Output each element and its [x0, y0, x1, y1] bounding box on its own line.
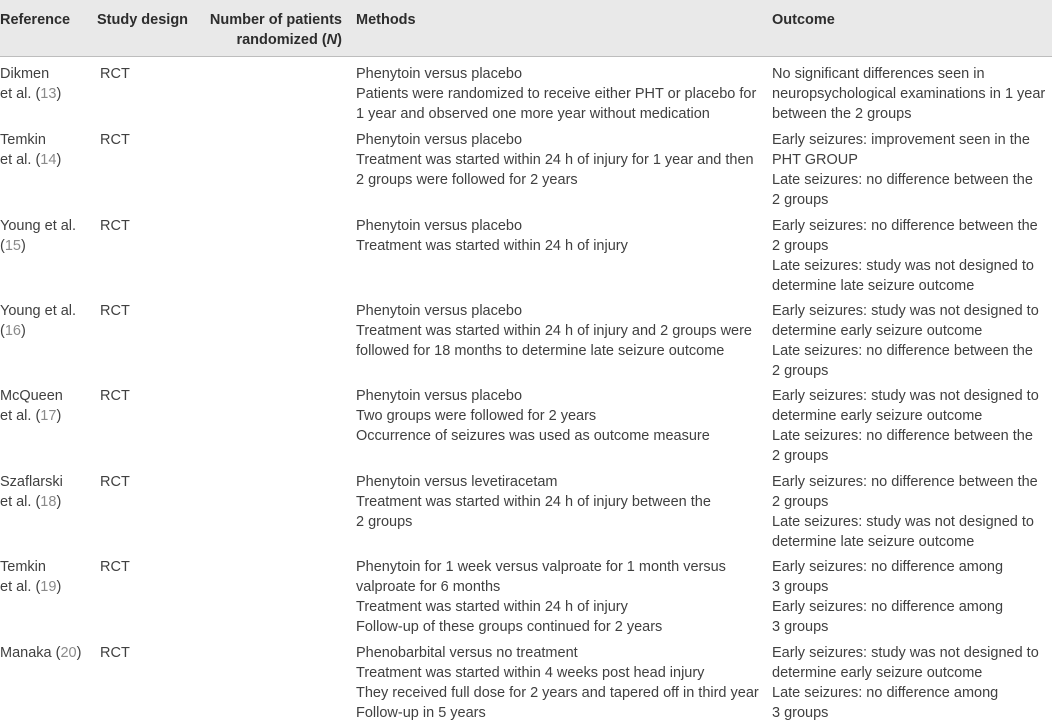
reference-close: )	[20, 323, 26, 339]
reference-etal: (	[0, 238, 5, 254]
outcome-line: 3 groups	[772, 619, 829, 635]
methods-cell	[356, 64, 756, 124]
reference-line	[0, 236, 76, 256]
citation-link[interactable]: 19	[40, 579, 57, 595]
outcome-cell	[772, 130, 1033, 210]
reference-etal: et al. (	[0, 152, 41, 168]
outcome-line: determine late seizure outcome	[772, 278, 975, 294]
methods-line: Phenytoin versus placebo	[356, 303, 523, 319]
reference-line	[0, 301, 76, 321]
methods-line: 2 groups	[356, 514, 413, 530]
outcome-line: 3 groups	[772, 705, 829, 721]
study-design-cell: RCT	[100, 66, 130, 82]
reference-close: )	[76, 645, 82, 661]
reference-cell	[0, 216, 76, 256]
outcome-line: Late seizures: study was not designed to	[772, 258, 1034, 274]
methods-line: Treatment was started within 24 h of injury	[356, 599, 628, 615]
reference-author: Manaka (	[0, 645, 61, 661]
outcome-line: No significant differences seen in	[772, 66, 985, 82]
methods-line: Phenytoin versus placebo	[356, 132, 523, 148]
methods-cell	[356, 130, 754, 190]
methods-line: Two groups were followed for 2 years	[356, 408, 597, 424]
reference-line	[0, 557, 61, 577]
reference-line	[0, 150, 61, 170]
reference-cell	[0, 130, 61, 170]
methods-cell	[356, 643, 759, 723]
outcome-line: Early seizures: no difference among	[772, 599, 1004, 615]
methods-line: Treatment was started within 24 h of injury and 2 groups were	[356, 323, 752, 339]
reference-close: )	[56, 86, 62, 102]
study-design-cell: RCT	[100, 303, 130, 319]
citation-link[interactable]: 13	[40, 86, 57, 102]
outcome-cell	[772, 643, 1039, 723]
methods-line: Phenytoin for 1 week versus valproate for 1 month versus	[356, 559, 726, 575]
reference-cell	[0, 301, 76, 341]
reference-close: )	[20, 238, 26, 254]
methods-line: 1 year and observed one more year without medication	[356, 106, 710, 122]
header-methods: Methods	[356, 12, 416, 28]
citation-link[interactable]: 15	[4, 238, 21, 254]
methods-line: 2 groups were followed for 2 years	[356, 172, 578, 188]
methods-line: Phenytoin versus placebo	[356, 66, 523, 82]
reference-etal: et al. (	[0, 579, 41, 595]
table-header	[0, 0, 1052, 57]
reference-author: Dikmen	[0, 66, 50, 82]
study-design-cell: RCT	[100, 474, 130, 490]
methods-line: Treatment was started within 24 h of injury for 1 year and then	[356, 152, 754, 168]
outcome-line: Late seizures: no difference between the	[772, 343, 1033, 359]
outcome-cell	[772, 216, 1038, 296]
reference-close: )	[56, 494, 62, 510]
reference-etal: et al. (	[0, 408, 41, 424]
header-outcome: Outcome	[772, 12, 835, 28]
reference-author: McQueen	[0, 388, 63, 404]
reference-line	[0, 321, 76, 341]
reference-line	[0, 577, 61, 597]
study-design-cell: RCT	[100, 388, 130, 404]
reference-author: Young et al.	[0, 303, 77, 319]
methods-line: Phenobarbital versus no treatment	[356, 645, 578, 661]
study-design-cell: RCT	[100, 645, 130, 661]
outcome-line: 2 groups	[772, 238, 829, 254]
reference-cell	[0, 472, 63, 512]
outcome-line: 2 groups	[772, 494, 829, 510]
reference-close: )	[56, 408, 62, 424]
reference-line	[0, 216, 76, 236]
outcome-line: between the 2 groups	[772, 106, 912, 122]
reference-line	[0, 64, 61, 84]
reference-etal: et al. (	[0, 494, 41, 510]
outcome-line: Late seizures: study was not designed to	[772, 514, 1034, 530]
header-patients-symbol: N	[326, 32, 338, 48]
methods-line: Occurrence of seizures was used as outcome measure	[356, 428, 710, 444]
reference-line	[0, 643, 81, 663]
outcome-line: Early seizures: no difference among	[772, 559, 1004, 575]
reference-cell	[0, 557, 61, 597]
outcome-line: PHT GROUP	[772, 152, 858, 168]
reference-close: )	[56, 579, 62, 595]
outcome-line: determine early seizure outcome	[772, 323, 983, 339]
reference-etal: (	[0, 323, 5, 339]
reference-etal: et al. (	[0, 86, 41, 102]
reference-author: Szaflarski	[0, 474, 63, 490]
reference-cell	[0, 64, 61, 104]
reference-line	[0, 472, 63, 492]
outcome-cell	[772, 472, 1038, 552]
citation-link[interactable]: 16	[4, 323, 21, 339]
methods-line: Patients were randomized to receive either PHT or placebo for	[356, 86, 757, 102]
outcome-cell	[772, 386, 1039, 466]
reference-author: Temkin	[0, 132, 46, 148]
methods-line: Phenytoin versus levetiracetam	[356, 474, 558, 490]
methods-line: Phenytoin versus placebo	[356, 218, 523, 234]
header-patients: Number of patients randomized (N)	[209, 12, 342, 48]
outcome-line: determine early seizure outcome	[772, 665, 983, 681]
methods-line: Follow-up of these groups continued for 2 years	[356, 619, 663, 635]
methods-line: Treatment was started within 24 h of injury	[356, 238, 628, 254]
reference-line	[0, 386, 63, 406]
reference-line	[0, 406, 63, 426]
outcome-line: Late seizures: no difference between the	[772, 428, 1033, 444]
outcome-cell	[772, 64, 1045, 124]
methods-line: valproate for 6 months	[356, 579, 501, 595]
reference-close: )	[56, 152, 62, 168]
methods-line: Treatment was started within 24 h of injury between the	[356, 494, 711, 510]
outcome-line: Early seizures: no difference between the	[772, 218, 1038, 234]
reference-line	[0, 492, 63, 512]
reference-cell	[0, 643, 81, 663]
outcome-line: determine early seizure outcome	[772, 408, 983, 424]
outcome-line: Late seizures: no difference between the	[772, 172, 1033, 188]
outcome-cell	[772, 557, 1003, 637]
outcome-line: Early seizures: no difference between the	[772, 474, 1038, 490]
citation-link[interactable]: 14	[40, 152, 57, 168]
study-design-cell: RCT	[100, 559, 130, 575]
methods-line: followed for 18 months to determine late seizure outcome	[356, 343, 725, 359]
reference-author: Temkin	[0, 559, 46, 575]
methods-cell	[356, 301, 752, 361]
outcome-line: Late seizures: no difference among	[772, 685, 999, 701]
methods-line: Treatment was started within 4 weeks post head injury	[356, 665, 705, 681]
methods-cell	[356, 216, 628, 256]
study-design-cell: RCT	[100, 218, 130, 234]
reference-cell	[0, 386, 63, 426]
outcome-line: Early seizures: study was not designed to	[772, 645, 1039, 661]
outcome-line: neuropsychological examinations in 1 year	[772, 86, 1046, 102]
header-study-design: Study design	[97, 12, 189, 28]
reference-author: Young et al.	[0, 218, 77, 234]
reference-line	[0, 130, 61, 150]
methods-cell	[356, 386, 710, 446]
header-reference: Reference	[0, 12, 71, 28]
outcome-line: 2 groups	[772, 192, 829, 208]
methods-line: Phenytoin versus placebo	[356, 388, 523, 404]
outcome-cell	[772, 301, 1039, 381]
outcome-line: 2 groups	[772, 363, 829, 379]
citation-link[interactable]: 18	[40, 494, 57, 510]
outcome-line: 2 groups	[772, 448, 829, 464]
outcome-line: Early seizures: improvement seen in the	[772, 132, 1030, 148]
study-design-cell: RCT	[100, 132, 130, 148]
outcome-line: Early seizures: study was not designed to	[772, 388, 1039, 404]
citation-link[interactable]: 17	[40, 408, 57, 424]
methods-cell	[356, 472, 711, 532]
outcome-line: determine late seizure outcome	[772, 534, 975, 550]
methods-cell	[356, 557, 726, 637]
methods-line: Follow-up in 5 years	[356, 705, 486, 721]
outcome-line: 3 groups	[772, 579, 829, 595]
reference-line	[0, 84, 61, 104]
citation-link[interactable]: 20	[60, 645, 77, 661]
methods-line: They received full dose for 2 years and tapered off in third year	[356, 685, 759, 701]
outcome-line: Early seizures: study was not designed to	[772, 303, 1039, 319]
